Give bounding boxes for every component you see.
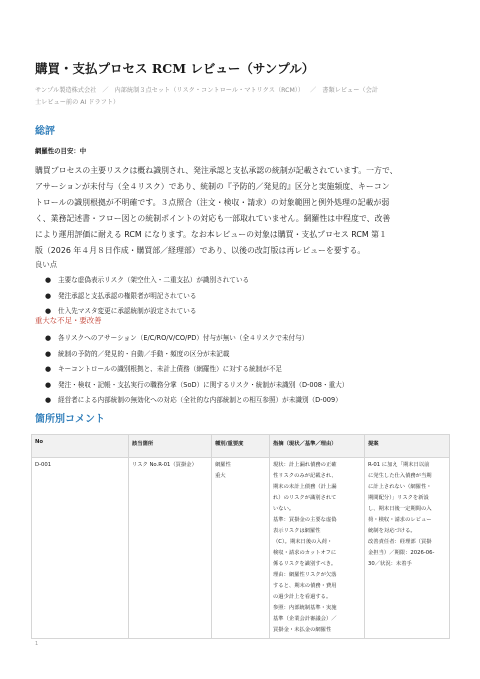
coverage-rating: 網羅性の目安：中 — [35, 147, 87, 155]
summary-line: アサーションが未付与（全４リスク）であり、統制の『予防的／発見的』区分と実施頻度、キーコン — [35, 182, 390, 191]
summary-paragraph — [35, 163, 450, 259]
cell-location: リスク No.R-01（買掛金） — [129, 458, 212, 639]
cell-type-category: 網羅性 — [215, 462, 231, 468]
comments-table — [31, 434, 450, 639]
good-points-list — [45, 273, 453, 320]
issue-item: ● 発注・検収・記帳・支払実行の職務分掌（SoD）に関するリスク・統制が未識別（D-008・重大） — [58, 378, 453, 394]
column-header-finding: 指摘（現状／基準／理由） — [270, 435, 365, 458]
bullet-icon: ● — [45, 349, 52, 358]
column-header-no: No — [32, 435, 129, 458]
bullet-icon: ● — [45, 396, 52, 404]
cell-type-severity: 重大 — [215, 473, 226, 479]
bullet-icon: ● — [45, 276, 52, 284]
cell-finding: 現状：計上漏れ債務の正確 性リスクのみが記載され、 期末の未計上債務（計上漏 れ）のリスクが識別されて いない。 基準：買掛金の主要な虚偽 表示リスクは網羅性 （C）。期末日後の入荷・ 検収・請求のカットオフに 係るリスクを識別すべき。 理由：網羅性リスクが欠落 すると、期末の債務・費用 の過少計上を看過する。 参照：内部統制基準・実施 基準（企業会計審議会）／ 買掛金・未払金の網羅性 — [270, 458, 365, 639]
summary-line: 購買プロセスの主要リスクは概ね識別され、発注承認と支払承認の統制が記載されています。一方で、 — [35, 166, 398, 175]
bullet-icon: ● — [45, 307, 52, 315]
page-number: 1 — [35, 641, 39, 647]
summary-line: く、業務記述書・フロー図との統制ポイントの対応も一部取れていません。網羅性は中程度で、改善 — [35, 214, 391, 223]
cell-no: D-001 — [32, 458, 129, 639]
document-meta — [35, 85, 450, 109]
meta-separator: ／ — [102, 87, 109, 94]
meta-company: サンプル製造株式会社 — [35, 87, 97, 94]
meta-scope: 内部統制３点セット（リスク・コントロール・マトリクス（RCM）） — [114, 87, 305, 94]
good-point-item: ● 主要な虚偽表示リスク（架空仕入・二重支払）が識別されている — [58, 273, 453, 289]
meta-doc-type-cont: 士レビュー前の AI ドラフト） — [35, 99, 120, 106]
issue-item: ● 統制の予防的／発見的・自動／手動・頻度の区分が未記載 — [58, 347, 453, 363]
issue-item: ● 経営者による内部統制の無効化への対応（全社的な内部統制との相互参照）が未識別（D-009） — [58, 393, 453, 409]
bullet-icon: ● — [45, 334, 52, 342]
cell-proposal: R-01 に加え「期末日以前 に発生した仕入債務が当期 に計上されない（網羅性・ 期間配分）」リスクを新設 し、期末日後一定期間の入 荷・検収・請求のレビュー 統制を対応づける。 改善責任者：経理部（買掛 金担当）／期限：2026-06- 30／状況：未着手 — [365, 458, 450, 639]
meta-doc-type: 書類レビュー（会計 — [322, 87, 378, 94]
issue-item: ● 各リスクへのアサーション（E/C/RO/V/CO/PD）付与が無い（全４リスクで未付与） — [58, 331, 453, 347]
summary-line: トロールの識別根拠が不明確です。３点照合（注文・検収・請求）の対象範囲と例外処理の記載が弱 — [35, 198, 390, 207]
table-row — [32, 458, 450, 639]
good-point-item: ● 仕入先マスタ変更に承認統制が設定されている — [58, 304, 453, 320]
column-header-type: 種別/重要度 — [212, 435, 270, 458]
table-header-row — [32, 435, 450, 458]
bullet-icon: ● — [45, 291, 52, 300]
column-header-proposal: 提案 — [365, 435, 450, 458]
summary-heading: 総評 — [35, 126, 55, 137]
meta-separator: ／ — [310, 87, 317, 94]
summary-line: により運用評価に耐える RCM になります。なお本レビューの対象は購買・支払プロセス RCM 第１ — [35, 230, 387, 239]
page-title: 購買・支払プロセス RCM レビュー（サンプル） — [35, 61, 315, 76]
comments-heading: 箇所別コメント — [35, 414, 105, 425]
issues-label: 重大な不足・要改善 — [35, 316, 102, 325]
good-points-label: 良い点 — [35, 260, 58, 269]
issues-list — [45, 331, 453, 409]
column-header-location: 該当箇所 — [129, 435, 212, 458]
bullet-icon: ● — [45, 365, 52, 373]
cell-type — [212, 458, 270, 639]
bullet-icon: ● — [45, 380, 52, 389]
issue-item: ● キーコントロールの識別根拠と、未計上債務（網羅性）に対する統制が不足 — [58, 362, 453, 378]
good-point-item: ● 発注承認と支払承認の権限者が明記されている — [58, 289, 453, 305]
summary-line: 版（2026 年４月８日作成・購買部／経理部）であり、以後の改訂版は再レビューを要する。 — [35, 246, 366, 255]
